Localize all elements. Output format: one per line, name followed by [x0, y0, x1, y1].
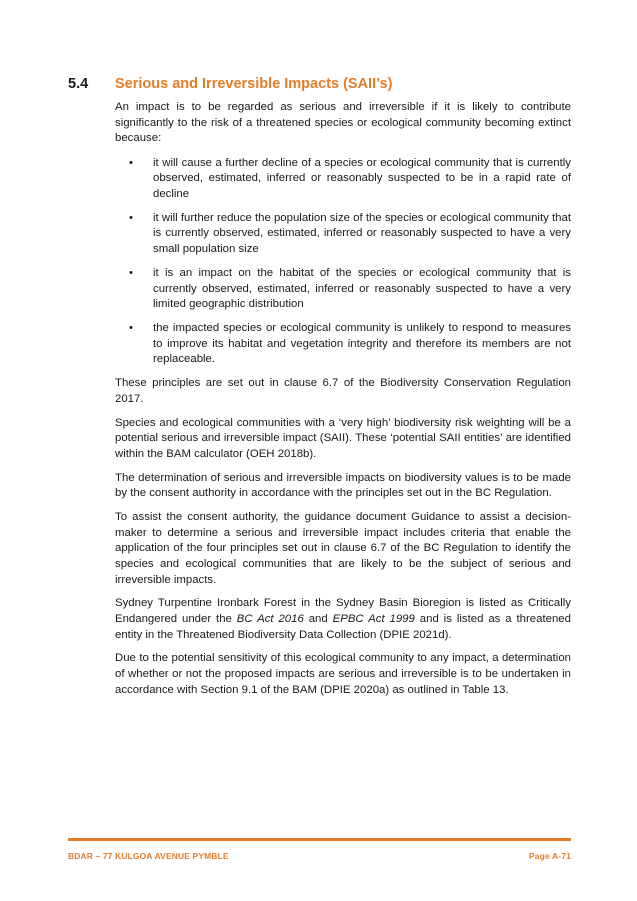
epbc-act-reference: EPBC Act 1999: [332, 613, 415, 625]
intro-paragraph: An impact is to be regarded as serious and irreversible if it is likely to contribute significantly to the risk of a threatened species or ecological community becoming extinct because:: [115, 101, 571, 145]
bullet-icon: •: [129, 211, 133, 224]
bullet-icon: •: [129, 322, 133, 335]
principles-paragraph: These principles are set out in clause 6.7 of the Biodiversity Conservation Regulation 2017.: [115, 377, 571, 405]
list-item-text: it is an impact on the habitat of the species or ecological community that is currently observed, estimated, inferred or reasonably suspected to have a very limited geographic distribution: [153, 266, 571, 311]
paragraph-text: and: [303, 613, 333, 625]
list-item: [115, 321, 571, 368]
paragraph-text: and is listed as a threatened entity in the Threatened Biodiversity Data Collection (DPIE 2021d).: [115, 613, 571, 641]
bc-act-reference: BC Act 2016: [236, 613, 304, 625]
section-number: 5.4: [68, 76, 89, 92]
criteria-list: [115, 156, 571, 368]
determination-paragraph: The determination of serious and irreversible impacts on biodiversity values is to be made by the consent authority in accordance with the principles set out in the BC Regulation.: [115, 471, 571, 500]
list-item: [115, 156, 571, 203]
list-item: [115, 266, 571, 313]
bullet-icon: •: [129, 266, 133, 279]
list-item-text: it will cause a further decline of a species or ecological community that is currently observed, estimated, inferred or reasonably suspected to be in a rapid rate of decline: [153, 156, 571, 200]
sydney-turpentine-paragraph: [115, 596, 571, 643]
paragraph-text: Sydney Turpentine Ironbark Forest in the Sydney Basin Bioregion is listed as Critically Endangered under the: [115, 597, 571, 625]
sensitivity-paragraph: Due to the potential sensitivity of this ecological community to any impact, a determination of whether or not the proposed impacts are serious and irreversible is to be undertaken in accordance with Section 9.1 of the BAM (DPIE 2020a) as outlined in Table 13.: [115, 652, 571, 696]
footer-page-number: Page A-71: [529, 851, 571, 861]
footer-divider: [68, 838, 571, 841]
section-heading: [68, 76, 588, 92]
guidance-paragraph: To assist the consent authority, the guidance document Guidance to assist a decision-maker to determine a serious and irreversible impact includes criteria that enable the application of the four principles set out in clause 6.7 of the BC Regulation to identify the species and ecological communities that are likely to be the subject of serious and irreversible impacts.: [115, 511, 571, 586]
section-body: [115, 100, 571, 707]
list-item-text: it will further reduce the population size of the species or ecological community that is currently observed, estimated, inferred or reasonably suspected to have a very small population size: [153, 211, 571, 256]
risk-weighting-paragraph: Species and ecological communities with a ‘very high’ biodiversity risk weighting will be a potential serious and irreversible impact (SAII). These ‘potential SAII entities’ are identified within the BAM calculator (OEH 2018b).: [115, 416, 571, 460]
list-item: [115, 211, 571, 258]
list-item-text: the impacted species or ecological community is unlikely to respond to measures to improve its habitat and vegetation integrity and therefore its members are not replaceable.: [153, 322, 571, 366]
section-title: Serious and Irreversible Impacts (SAII’s): [115, 76, 393, 92]
footer-document-title: BDAR – 77 KULGOA AVENUE PYMBLE: [68, 851, 229, 861]
bullet-icon: •: [129, 156, 133, 169]
